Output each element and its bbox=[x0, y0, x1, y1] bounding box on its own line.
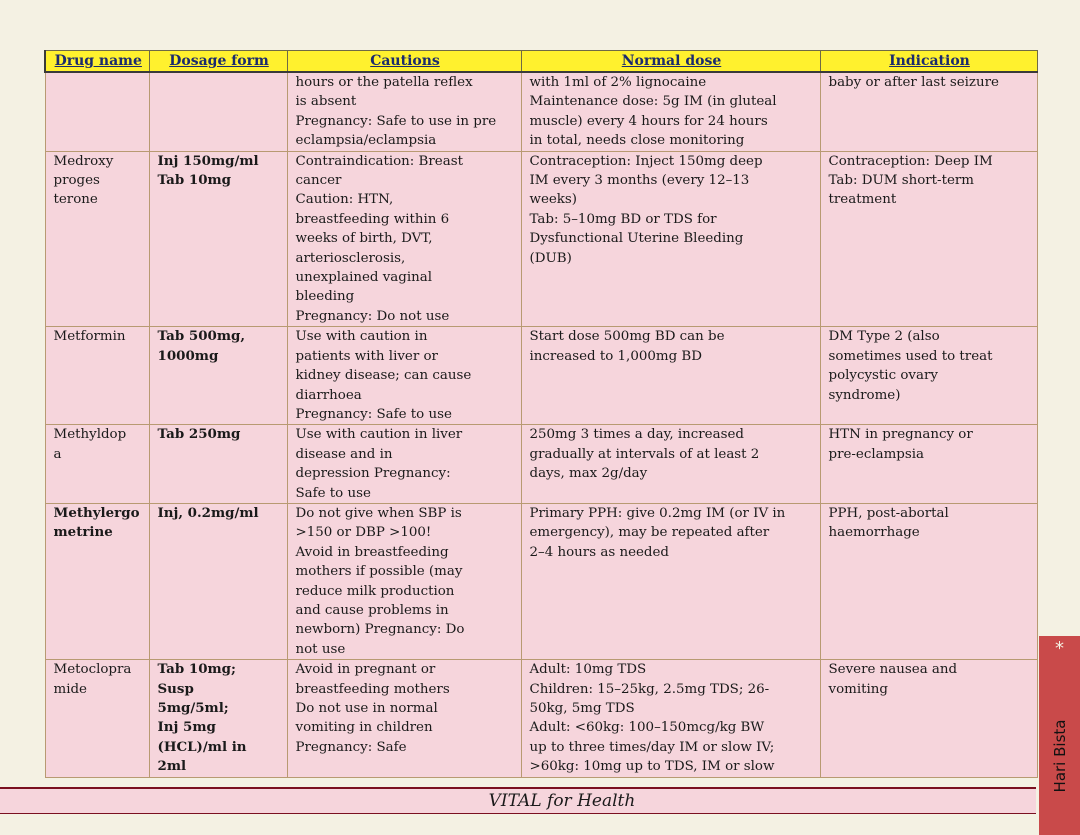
drug-name-cell: Methylergo metrine bbox=[45, 503, 149, 659]
drug-name-cell: Methyldop a bbox=[45, 425, 149, 504]
dosage-form-cell: Tab 500mg, 1000mg bbox=[149, 327, 287, 425]
drug-table bbox=[44, 50, 1038, 778]
dosage-form-cell: Tab 10mg; Susp 5mg/5ml; Inj 5mg (HCL)/ml in 2ml bbox=[149, 660, 287, 778]
dosage-form-cell: Tab 250mg bbox=[149, 425, 287, 504]
column-header-indication: Indication bbox=[820, 51, 1037, 73]
normal-dose-cell: 250mg 3 times a day, increased gradually at intervals of at least 2 days, max 2g/day bbox=[521, 425, 820, 504]
drug-name-cell: Metoclopra mide bbox=[45, 660, 149, 778]
drug-name-cell: Medroxy proges terone bbox=[45, 151, 149, 327]
table-row bbox=[45, 425, 1037, 504]
normal-dose-cell: with 1ml of 2% lignocaine Maintenance dose: 5g IM (in gluteal muscle) every 4 hours for 24 hours in total, needs close monitoring bbox=[521, 72, 820, 151]
drug-table-container bbox=[44, 50, 1036, 778]
cautions-cell: Use with caution in patients with liver or kidney disease; can cause diarrhoea Pregnancy: Safe to use bbox=[287, 327, 521, 425]
table-header-row bbox=[45, 51, 1037, 73]
indication-cell: PPH, post-abortal haemorrhage bbox=[820, 503, 1037, 659]
indication-cell: baby or after last seizure bbox=[820, 72, 1037, 151]
cautions-cell: Contraindication: Breast cancer Caution: HTN, breastfeeding within 6 weeks of birth, DVT, arteriosclerosis, unexplained vaginal bleeding Pregnancy: Do not use bbox=[287, 151, 521, 327]
author-name: Hari Bista bbox=[1050, 719, 1069, 793]
footer-rule-bottom bbox=[0, 813, 1036, 814]
column-header-drug-name: Drug name bbox=[45, 51, 149, 73]
indication-cell: HTN in pregnancy or pre-eclampsia bbox=[820, 425, 1037, 504]
table-row bbox=[45, 72, 1037, 151]
indication-cell: Severe nausea and vomiting bbox=[820, 660, 1037, 778]
column-header-dosage-form: Dosage form bbox=[149, 51, 287, 73]
drug-name-cell bbox=[45, 72, 149, 151]
asterisk-icon: * bbox=[1055, 638, 1064, 659]
indication-cell: DM Type 2 (also sometimes used to treat polycystic ovary syndrome) bbox=[820, 327, 1037, 425]
cautions-cell: hours or the patella reflex is absent Pregnancy: Safe to use in pre eclampsia/eclampsia bbox=[287, 72, 521, 151]
cautions-cell: Do not give when SBP is >150 or DBP >100! Avoid in breastfeeding mothers if possible (may reduce milk production and cause problems in newborn) Pregnancy: Do not use bbox=[287, 503, 521, 659]
drug-name-cell: Metformin bbox=[45, 327, 149, 425]
indication-cell: Contraception: Deep IM Tab: DUM short-term treatment bbox=[820, 151, 1037, 327]
table-row bbox=[45, 327, 1037, 425]
side-author-tab bbox=[1039, 636, 1080, 835]
normal-dose-cell: Adult: 10mg TDS Children: 15–25kg, 2.5mg TDS; 26- 50kg, 5mg TDS Adult: <60kg: 100–150mcg/kg BW up to three times/day IM or slow IV; >60kg: 10mg up to TDS, IM or slow bbox=[521, 660, 820, 778]
normal-dose-cell: Primary PPH: give 0.2mg IM (or IV in emergency), may be repeated after 2–4 hours as needed bbox=[521, 503, 820, 659]
normal-dose-cell: Start dose 500mg BD can be increased to 1,000mg BD bbox=[521, 327, 820, 425]
table-row bbox=[45, 660, 1037, 778]
footer-publication-title: VITAL for Health bbox=[488, 791, 636, 811]
table-row bbox=[45, 151, 1037, 327]
column-header-cautions: Cautions bbox=[287, 51, 521, 73]
dosage-form-cell: Inj 150mg/ml Tab 10mg bbox=[149, 151, 287, 327]
table-row bbox=[45, 503, 1037, 659]
dosage-form-cell: Inj, 0.2mg/ml bbox=[149, 503, 287, 659]
column-header-normal-dose: Normal dose bbox=[521, 51, 820, 73]
cautions-cell: Avoid in pregnant or breastfeeding mothers Do not use in normal vomiting in children Pregnancy: Safe bbox=[287, 660, 521, 778]
cautions-cell: Use with caution in liver disease and in depression Pregnancy: Safe to use bbox=[287, 425, 521, 504]
dosage-form-cell bbox=[149, 72, 287, 151]
normal-dose-cell: Contraception: Inject 150mg deep IM every 3 months (every 12–13 weeks) Tab: 5–10mg BD or TDS for Dysfunctional Uterine Bleeding (DUB) bbox=[521, 151, 820, 327]
